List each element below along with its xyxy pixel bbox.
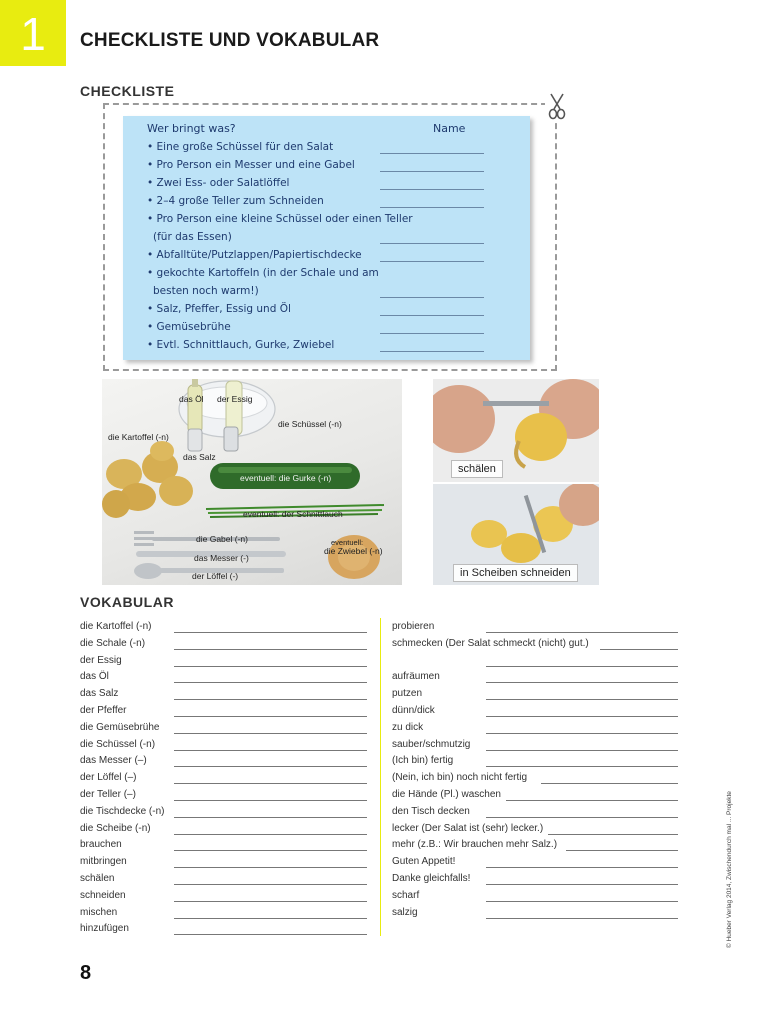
label-oil: das Öl (179, 394, 204, 404)
translation-write-line[interactable] (174, 901, 367, 902)
chapter-badge (0, 0, 66, 66)
name-write-line[interactable] (380, 297, 484, 298)
vocab-word: das Messer (–) (80, 755, 147, 767)
label-knife: das Messer (-) (194, 553, 249, 563)
page-title: CHECKLISTE UND VOKABULAR (80, 30, 380, 51)
translation-write-line[interactable] (174, 666, 367, 667)
vocab-phrase: mehr (z.B.: Wir brauchen mehr Salz.) (392, 839, 558, 851)
translation-write-line[interactable] (486, 682, 678, 683)
checklist-card (123, 116, 530, 360)
translation-write-line[interactable] (541, 783, 678, 784)
vocab-phrase: lecker (Der Salat ist (sehr) lecker.) (392, 822, 544, 834)
vocab-phrase: salzig (392, 906, 418, 918)
checklist-heading: CHECKLISTE (80, 83, 175, 99)
translation-write-line[interactable] (174, 800, 367, 801)
translation-write-line[interactable] (174, 649, 367, 650)
name-write-line[interactable] (380, 261, 484, 262)
checklist-item: • Gemüsebrühe (147, 321, 231, 333)
vocab-phrase: Guten Appetit! (392, 856, 456, 868)
translation-write-line[interactable] (486, 699, 678, 700)
label-spoon: der Löffel (-) (192, 571, 239, 581)
translation-write-line[interactable] (600, 649, 678, 650)
vocab-phrase: probieren (392, 621, 435, 632)
vocab-phrase: (Nein, ich bin) noch nicht fertig (392, 772, 528, 784)
vocab-word: mitbringen (80, 856, 127, 868)
vocab-word: schälen (80, 873, 115, 884)
translation-write-line[interactable] (174, 934, 367, 935)
translation-write-line[interactable] (174, 766, 367, 767)
translation-write-line[interactable] (486, 716, 678, 717)
vocab-phrase: dünn/dick (392, 705, 435, 716)
checklist-item: • 2–4 große Teller zum Schneiden (147, 195, 324, 207)
vocab-word: die Scheibe (-n) (80, 822, 151, 834)
name-write-line[interactable] (380, 315, 484, 316)
vocab-word: die Tischdecke (-n) (80, 805, 165, 817)
vocab-word: schneiden (80, 889, 126, 901)
vocab-word: die Kartoffel (-n) (80, 621, 152, 632)
label-potato: die Kartoffel (-n) (108, 432, 169, 442)
name-write-line[interactable] (380, 171, 484, 172)
vocab-word: der Löffel (–) (80, 772, 137, 784)
translation-write-line[interactable] (486, 632, 678, 633)
name-write-line[interactable] (380, 153, 484, 154)
checklist-item: • gekochte Kartoffeln (in der Schale und am (147, 267, 379, 279)
vocab-word: die Schüssel (-n) (80, 738, 156, 750)
vocab-phrase: die Hände (Pl.) waschen (392, 789, 501, 800)
vocab-word: die Schale (-n) (80, 637, 146, 649)
label-salt: das Salz (183, 452, 216, 462)
translation-write-line[interactable] (174, 867, 367, 868)
vocab-word: der Essig (80, 654, 122, 666)
translation-write-line[interactable] (486, 901, 678, 902)
translation-write-line[interactable] (174, 783, 367, 784)
name-write-line[interactable] (380, 333, 484, 334)
translation-write-line[interactable] (486, 918, 678, 919)
vocab-phrase: sauber/schmutzig (392, 738, 471, 750)
translation-write-line[interactable] (174, 733, 367, 734)
translation-write-line[interactable] (174, 716, 367, 717)
vocab-phrase: zu dick (392, 721, 424, 733)
page-number: 8 (80, 962, 92, 984)
vocab-word: das Öl (80, 671, 109, 683)
translation-write-line[interactable] (486, 867, 678, 868)
vocab-phrase: (Ich bin) fertig (392, 755, 454, 767)
checklist-item: • Pro Person eine kleine Schüssel oder einen Teller (147, 213, 413, 225)
translation-write-line[interactable] (486, 884, 678, 885)
translation-write-line[interactable] (566, 850, 678, 851)
translation-write-line[interactable] (506, 800, 678, 801)
vocab-phrase: aufräumen (392, 671, 440, 683)
chapter-number: 1 (20, 8, 46, 60)
translation-write-line[interactable] (174, 750, 367, 751)
label-chives: eventuell: der Schnittlauch (243, 509, 343, 519)
translation-write-line[interactable] (486, 666, 678, 667)
label-fork: die Gabel (-n) (196, 534, 248, 544)
tag-slice: in Scheiben schneiden (453, 564, 578, 582)
vocab-word: die Gemüsebrühe (80, 721, 160, 733)
vocab-word: brauchen (80, 839, 122, 851)
label-cucumber: eventuell: die Gurke (-n) (240, 473, 332, 483)
translation-write-line[interactable] (174, 817, 367, 818)
name-write-line[interactable] (380, 207, 484, 208)
tag-peel: schälen (451, 460, 503, 478)
translation-write-line[interactable] (174, 682, 367, 683)
translation-write-line[interactable] (174, 699, 367, 700)
vocab-heading: VOKABULAR (80, 594, 174, 610)
vocab-word: mischen (80, 906, 118, 918)
scissors-icon (545, 92, 569, 120)
checklist-item: besten noch warm!) (153, 285, 259, 297)
peeling-photo (433, 379, 599, 482)
checklist-item: • Abfalltüte/Putzlappen/Papiertischdecke (147, 249, 362, 261)
vocab-phrase: Danke gleichfalls! (392, 873, 471, 884)
translation-write-line[interactable] (486, 750, 678, 751)
checklist-item: • Pro Person ein Messer und eine Gabel (147, 159, 355, 171)
translation-write-line[interactable] (174, 632, 367, 633)
vocab-phrase: den Tisch decken (392, 805, 470, 817)
name-write-line[interactable] (380, 351, 484, 352)
vocab-word: der Pfeffer (80, 705, 127, 716)
translation-write-line[interactable] (174, 850, 367, 851)
checklist-item: • Eine große Schüssel für den Salat (147, 141, 334, 153)
checklist-column-label: Wer bringt was? (147, 122, 236, 135)
slicing-photo (433, 484, 599, 585)
name-write-line[interactable] (380, 243, 484, 244)
checklist-column-name: Name (433, 122, 466, 135)
checklist-item: • Evtl. Schnittlauch, Gurke, Zwiebel (147, 339, 335, 351)
translation-write-line[interactable] (548, 834, 678, 835)
label-bowl: die Schüssel (-n) (278, 419, 342, 429)
copyright-note: © Hueber Verlag 2014, Zwischendurch mal ... Projekte (726, 791, 733, 948)
label-onion: die Zwiebel (-n) (324, 546, 383, 556)
vocab-phrase: scharf (392, 889, 420, 901)
checklist-item: • Salz, Pfeffer, Essig und Öl (147, 303, 291, 315)
vocab-word: der Teller (–) (80, 789, 136, 800)
translation-write-line[interactable] (486, 733, 678, 734)
name-write-line[interactable] (380, 189, 484, 190)
vocab-phrase: putzen (392, 688, 423, 700)
translation-write-line[interactable] (486, 817, 678, 818)
ingredients-photo (102, 379, 402, 585)
label-onion-note: eventuell: (331, 538, 364, 547)
translation-write-line[interactable] (174, 834, 367, 835)
translation-write-line[interactable] (174, 884, 367, 885)
vocab-word: das Salz (80, 688, 119, 700)
vocab-word: hinzufügen (80, 923, 129, 935)
label-vinegar: der Essig (217, 394, 253, 404)
vocab-phrase: schmecken (Der Salat schmeckt (nicht) gut.) (392, 637, 589, 649)
checklist-item: • Zwei Ess- oder Salatlöffel (147, 177, 290, 189)
translation-write-line[interactable] (486, 766, 678, 767)
column-divider (380, 618, 381, 936)
checklist-item: (für das Essen) (153, 231, 232, 243)
translation-write-line[interactable] (174, 918, 367, 919)
